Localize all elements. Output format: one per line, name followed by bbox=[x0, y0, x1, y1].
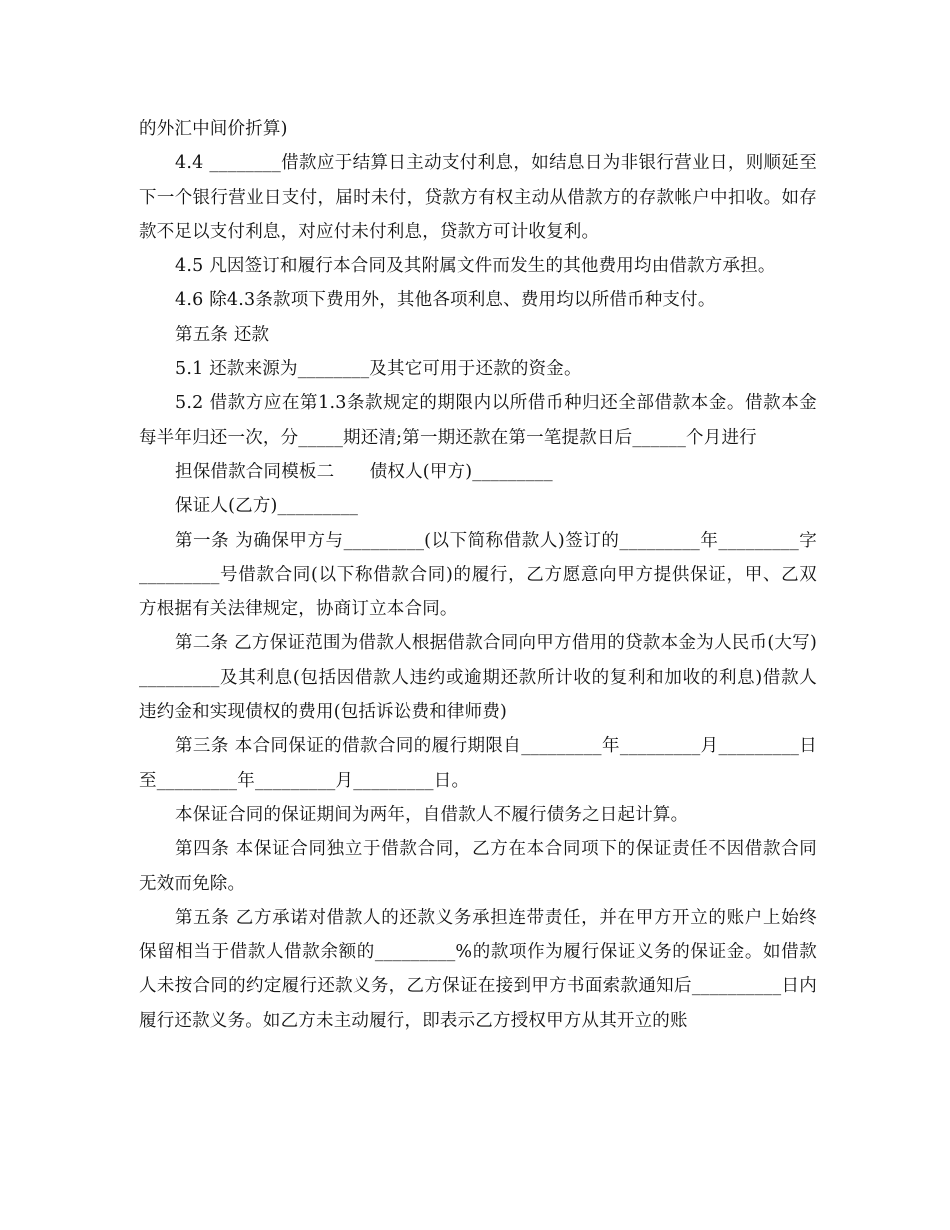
paragraph-clause-4-4: 4.4 ________借款应于结算日主动支付利息，如结息日为非银行营业日，则顺延至下一个银行营业日支付，届时未付，贷款方有权主动从借款方的存款帐户中扣收。如存款不足以支付利息，对应付未付利息，贷款方可计收复利。 bbox=[139, 153, 817, 242]
paragraph-guarantor: 保证人(乙方)_________ bbox=[175, 496, 359, 517]
paragraph-clause-4-5: 4.5 凡因签订和履行本合同及其附属文件而发生的其他费用均由借款方承担。 bbox=[175, 256, 776, 277]
article-5-heading: 第五条 还款 bbox=[175, 324, 270, 345]
paragraph-article-4: 第四条 本保证合同独立于借款合同，乙方在本合同项下的保证责任不因借款合同无效而免除。 bbox=[139, 839, 817, 894]
template-two-heading: 担保借款合同模板二 债权人(甲方)_________ bbox=[175, 461, 553, 482]
paragraph-article-2: 第二条 乙方保证范围为借款人根据借款合同向甲方借用的贷款本金为人民币(大写)_________及其利息(包括因借款人违约或逾期还款所计收的复利和加收的利息)借款人违约金和实现债权的费用(包括诉讼费和律师费) bbox=[139, 633, 817, 723]
paragraph-article-3: 第三条 本合同保证的借款合同的履行期限自_________年_________月_________日至_________年_________月_________日。 bbox=[139, 736, 817, 791]
paragraph-article-5: 第五条 乙方承诺对借款人的还款义务承担连带责任，并在甲方开立的账户上始终保留相当于借款人借款余额的_________%的款项作为履行保证义务的保证金。如借款人未按合同的约定履行还款义务，乙方保证在接到甲方书面索款通知后__________日内履行还款义务。如乙方未主动履行，即表示乙方授权甲方从其开立的账 bbox=[139, 907, 817, 1031]
paragraph-clause-5-2: 5.2 借款方应在第1.3条款规定的期限内以所借币种归还全部借款本金。借款本金每半年归还一次，分_____期还清;第一期还款在第一笔提款日后______个月进行 bbox=[139, 393, 817, 448]
paragraph-article-1: 第一条 为确保甲方与_________(以下简称借款人)签订的_________年_________字_________号借款合同(以下称借款合同)的履行，乙方愿意向甲方提供保证，甲、乙双方根据有关法律规定，协商订立本合同。 bbox=[139, 530, 817, 620]
paragraph-clause-4-6: 4.6 除4.3条款项下费用外，其他各项利息、费用均以所借币种支付。 bbox=[175, 290, 716, 311]
paragraph-clause-5-1: 5.1 还款来源为________及其它可用于还款的资金。 bbox=[175, 359, 582, 380]
paragraph-guarantee-period: 本保证合同的保证期间为两年，自借款人不履行债务之日起计算。 bbox=[175, 804, 689, 825]
contract-text-body bbox=[139, 112, 817, 1038]
paragraph-continued-clause: 的外汇中间价折算) bbox=[139, 119, 288, 139]
